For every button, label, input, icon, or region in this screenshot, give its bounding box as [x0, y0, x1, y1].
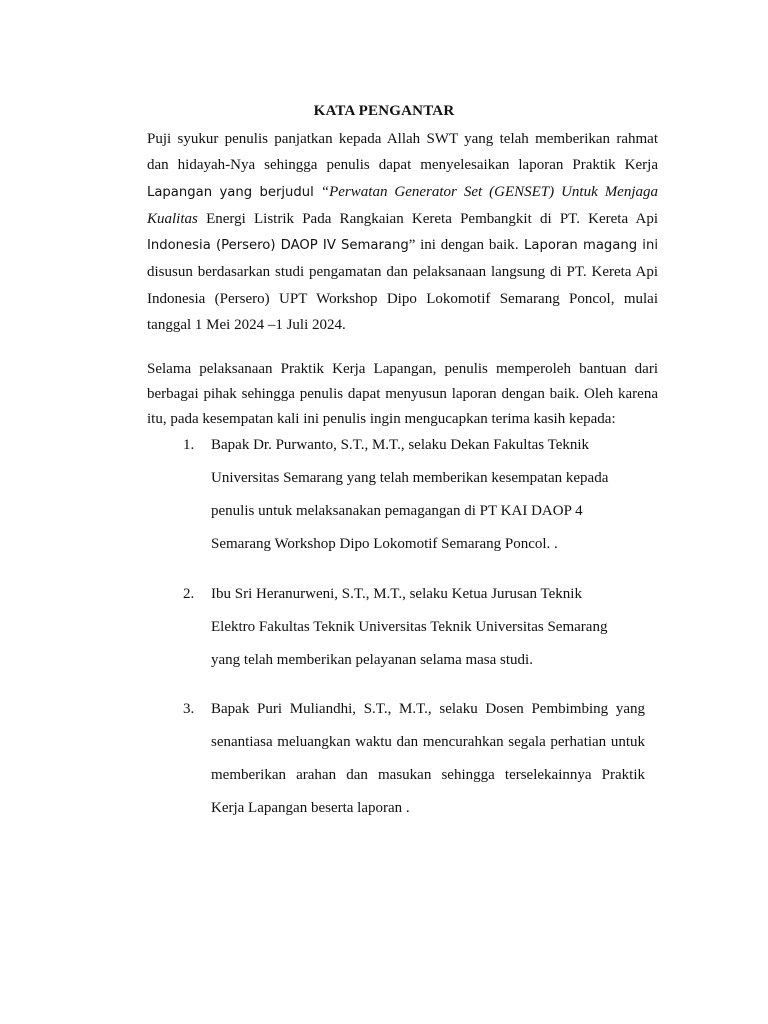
- paragraph-line: disusun berdasarkan studi pengamatan dan pelaksanaan langsung di PT. Kereta Api: [147, 264, 658, 281]
- paragraph-line: dan hidayah-Nya sehingga penulis dapat menyelesaikan laporan Praktik Kerja: [147, 157, 658, 174]
- report-title-italic: “Perwatan Generator Set (GENSET) Untuk Menjaga: [320, 183, 659, 200]
- paragraph-line: berbagai pihak sehingga penulis dapat menyusun laporan dengan baik. Oleh karena: [147, 386, 658, 402]
- page-title: KATA PENGANTAR: [313, 103, 455, 119]
- list-line: Universitas Semarang yang telah memberikan kesempatan kepada: [211, 470, 609, 486]
- report-title-italic-cont: Kualitas: [147, 210, 198, 227]
- list-line: yang telah memberikan pelayanan selama masa studi.: [211, 652, 533, 668]
- intro-paragraph: [147, 126, 658, 338]
- list-item-text: [211, 578, 645, 677]
- paragraph-line: tanggal 1 Mei 2024 –1 Juli 2024.: [147, 317, 346, 334]
- closing-quote-text: ” ini dengan baik: [408, 237, 515, 254]
- company-name: Indonesia (Persero) DAOP IV Semarang: [147, 238, 409, 254]
- list-line: senantiasa meluangkan waktu dan mencurahkan segala perhatian untuk: [211, 734, 645, 750]
- list-line: Bapak Puri Muliandhi, S.T., M.T., selaku Dosen Pembimbing yang: [211, 701, 645, 717]
- list-line: penulis untuk melaksanakan pemagangan di PT KAI DAOP 4: [211, 503, 583, 519]
- list-line: Bapak Dr. Purwanto, S.T., M.T., selaku Dekan Fakultas Teknik: [211, 437, 590, 453]
- paragraph-line: Puji syukur penulis panjatkan kepada Allah SWT yang telah memberikan rahmat: [147, 131, 658, 147]
- list-line: memberikan arahan dan masukan sehingga terselekainnya Praktik: [211, 767, 645, 783]
- list-line: Semarang Workshop Dipo Lokomotif Semarang Poncol. .: [211, 536, 558, 552]
- list-line: Kerja Lapangan beserta laporan .: [211, 800, 410, 816]
- paragraph-line: [147, 206, 658, 232]
- paragraph-line: itu, pada kesempatan kali ini penulis ingin mengucapkan terima kasih kepada:: [147, 411, 616, 427]
- paragraph-line: Indonesia (Persero) UPT Workshop Dipo Lokomotif Semarang Poncol, mulai: [147, 290, 658, 307]
- list-item-text: [211, 693, 645, 825]
- report-title-prefix: Lapangan yang berjudul: [147, 184, 314, 200]
- list-line: Ibu Sri Heranurweni, S.T., M.T., selaku Ketua Jurusan Teknik: [211, 586, 582, 602]
- paragraph-line: [147, 232, 658, 259]
- list-line: Elektro Fakultas Teknik Universitas Teknik Universitas Semarang: [211, 619, 608, 635]
- internship-report-text: . Laporan magang ini: [514, 238, 658, 254]
- report-title-rest: Energi Listrik Pada Rangkaian Kereta Pembangkit di PT. Kereta Api: [206, 210, 659, 227]
- list-number: 1.: [183, 437, 195, 453]
- acknowledgement-paragraph: [147, 357, 658, 432]
- list-item-text: [211, 429, 645, 561]
- paragraph-line: [147, 179, 658, 206]
- list-number: 2.: [183, 586, 195, 602]
- list-number: 3.: [183, 701, 195, 717]
- paragraph-line: Selama pelaksanaan Praktik Kerja Lapangan, penulis memperoleh bantuan dari: [147, 361, 658, 377]
